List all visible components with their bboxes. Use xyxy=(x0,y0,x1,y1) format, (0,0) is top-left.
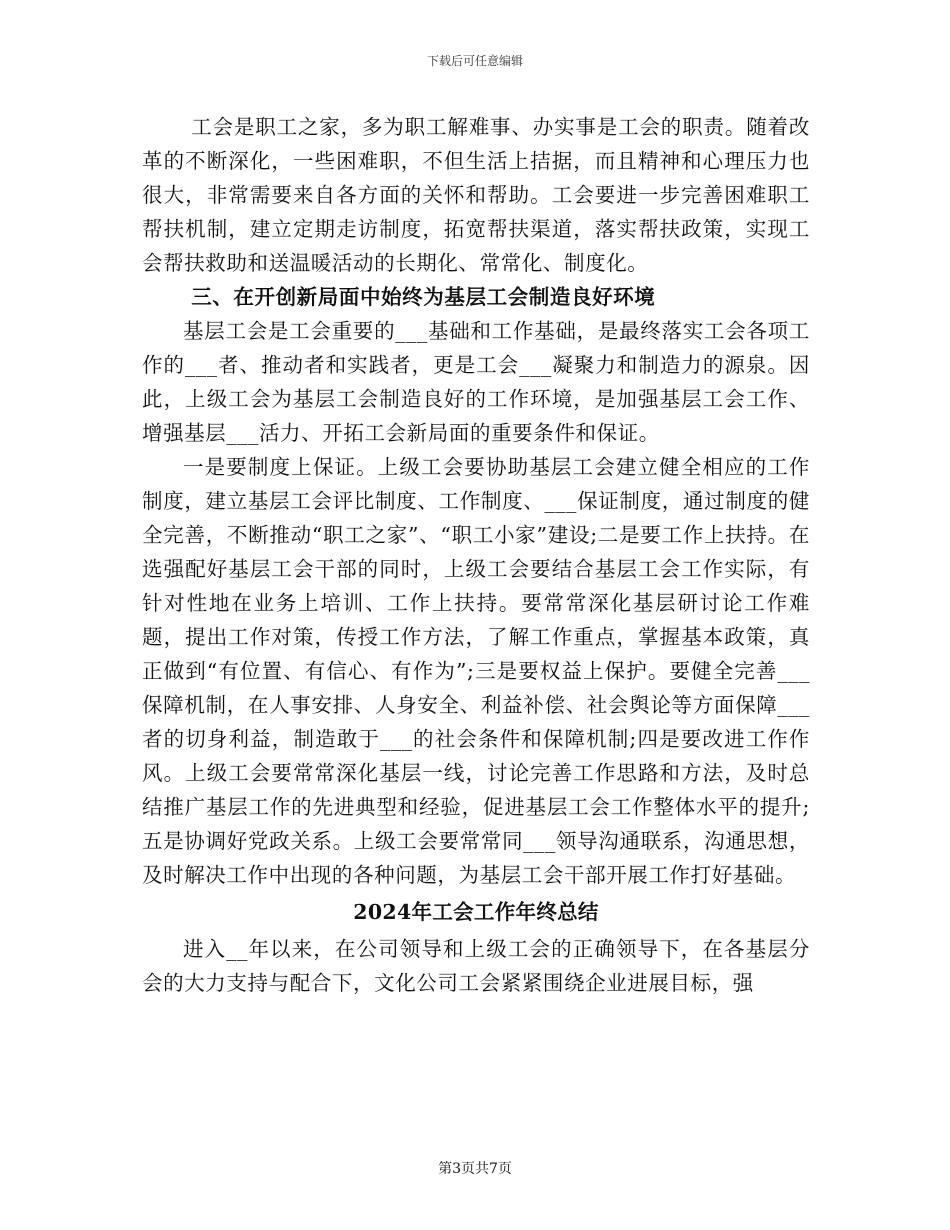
paragraph-five-measures: 一是要制度上保证。上级工会要协助基层工会建立健全相应的工作制度，建立基层工会评比制度、工作制度、___保证制度，通过制度的健全完善，不断推动“职工之家”、“职工小家”建设;二是要工作上扶持。在选强配好基层工会干部的同时，上级工会要结合基层工会工作实际，有针对性地在业务上培训、工作上扶持。要常常深化基层研讨论工作难题，提出工作对策，传授工作方法，了解工作重点，掌握基本政策，真正做到“有位置、有信心、有作为”;三是要权益上保护。要健全完善___保障机制，在人事安排、人身安全、利益补偿、社会舆论等方面保障___者的切身利益，制造敢于___的社会条件和保障机制;四是要改进工作作风。上级工会要常常深化基层一线，讨论完善工作思路和方法，及时总结推广基层工作的先进典型和经验，促进基层工会工作整体水平的提升;五是协调好党政关系。上级工会要常常同___领导沟通联系，沟通思想，及时解决工作中出现的各种问题，为基层工会干部开展工作打好基础。 xyxy=(142,455,810,887)
paragraph-intro-summary: 进入__年以来，在公司领导和上级工会的正确领导下，在各基层分会的大力支持与配合下，文化公司工会紧紧围绕企业进展目标，强 xyxy=(142,937,810,995)
paragraph-union-home: 工会是职工之家，多为职工解难事、办实事是工会的职责。随着改革的不断深化，一些困难职，不但生活上拮据，而且精神和心理压力也很大，非常需要来自各方面的关怀和帮助。工会要进一步完善困难职工帮扶机制，建立定期走访制度，拓宽帮扶渠道，落实帮扶政策，实现工会帮扶救助和送温暖活动的长期化、常常化、制度化。 xyxy=(142,115,810,275)
paragraph-grassroots-union: 基层工会是工会重要的___基础和工作基础，是最终落实工会各项工作的___者、推动者和实践者，更是工会___凝聚力和制造力的源泉。因此，上级工会为基层工会制造良好的工作环境，是加强基层工会工作、增强基层___活力、开拓工会新局面的重要条件和保证。 xyxy=(142,319,810,445)
document-title: 2024年工会工作年终总结 xyxy=(353,900,599,924)
section-heading-3: 三、在开创新局面中始终为基层工会制造良好环境 xyxy=(191,285,656,309)
page-header-note: 下载后可任意编辑 xyxy=(426,54,523,68)
document-body xyxy=(142,110,810,1000)
page-number: 第3页共7页 xyxy=(438,1161,512,1177)
